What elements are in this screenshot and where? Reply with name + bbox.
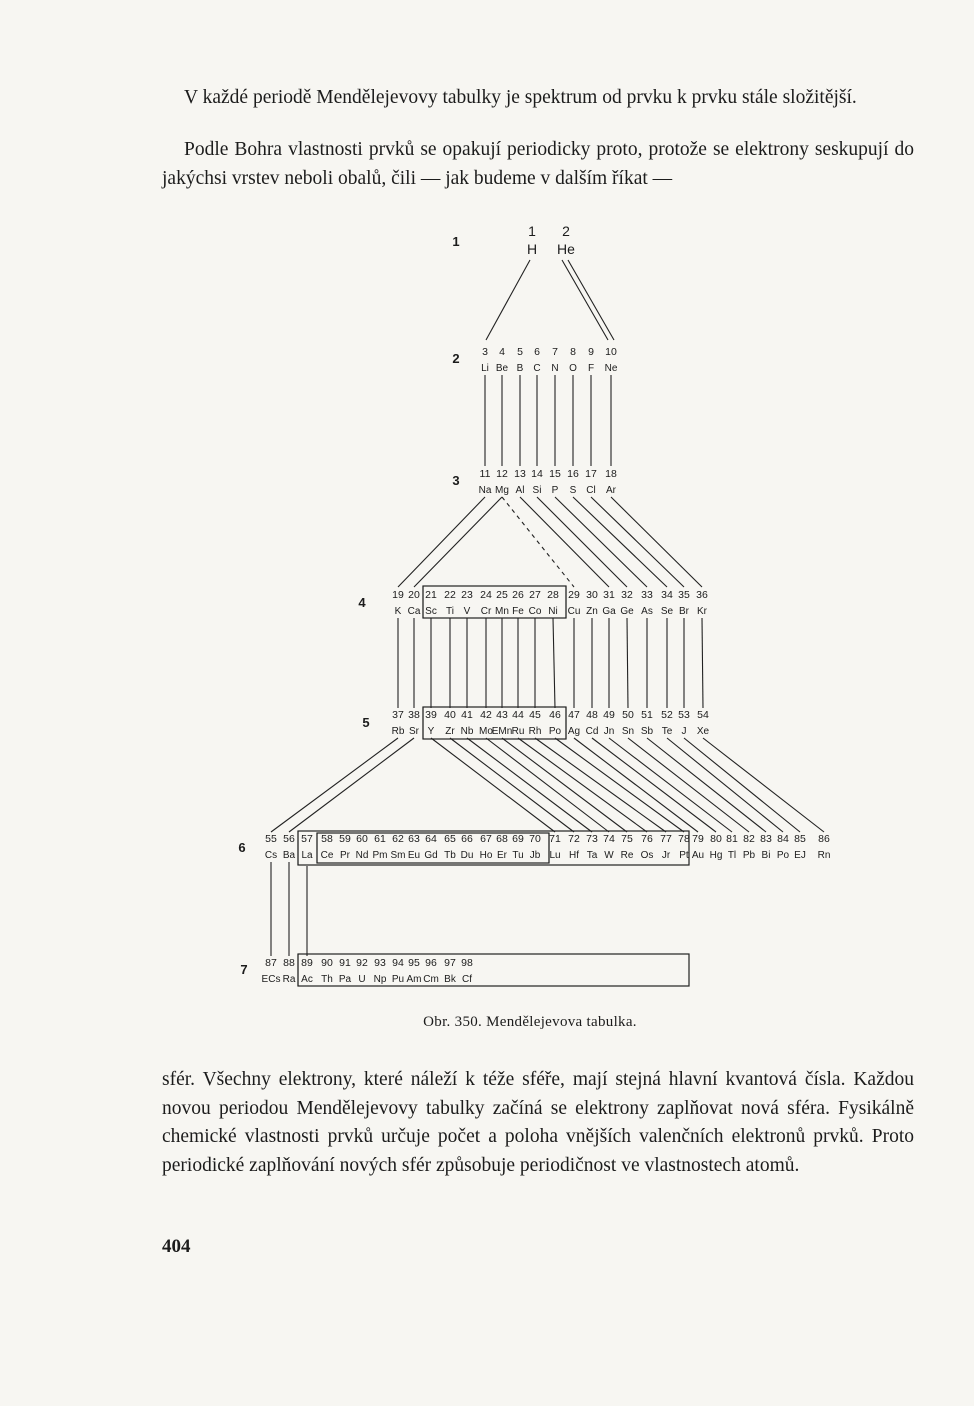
- paragraph-2-text: Podle Bohra vlastnosti prvků se opakují periodicky proto, protože se elektrony seskupují do jakýchsi vrstev neboli obalů, čili — jak budeme v dalším říkat —: [162, 139, 914, 189]
- element-symbol: Hg: [709, 850, 723, 861]
- element-symbol: H: [526, 241, 538, 257]
- element-symbol: Ne: [604, 363, 618, 374]
- element-symbol: Ar: [606, 485, 616, 496]
- atomic-number: 63: [408, 833, 420, 845]
- atomic-number: 84: [777, 833, 789, 845]
- element-symbol: Na: [478, 485, 492, 496]
- element-symbol: Ge: [620, 606, 634, 617]
- element-symbol: Am: [406, 974, 422, 985]
- element-symbol: Sb: [640, 726, 654, 737]
- atomic-number: 2: [562, 223, 570, 239]
- atomic-number: 1: [528, 223, 536, 239]
- atomic-number: 36: [696, 589, 708, 601]
- atomic-number: 75: [621, 833, 633, 845]
- atomic-number: 12: [496, 468, 508, 480]
- atomic-number: 14: [531, 468, 543, 480]
- atomic-number: 81: [726, 833, 738, 845]
- element-symbol: Er: [497, 850, 507, 861]
- element-symbol: K: [394, 606, 402, 617]
- period-label-3: 3: [452, 473, 460, 488]
- atomic-number: 9: [588, 346, 594, 358]
- atomic-number: 88: [283, 957, 295, 969]
- connection-line: [611, 497, 702, 587]
- atomic-number: 55: [265, 833, 277, 845]
- atomic-number: 32: [621, 589, 633, 601]
- atomic-number: 68: [496, 833, 508, 845]
- element-symbol: Jr: [661, 850, 671, 861]
- atomic-number: 30: [586, 589, 598, 601]
- element-symbol: Au: [691, 850, 705, 861]
- connection-line: [562, 260, 608, 340]
- connection-line: [398, 497, 485, 587]
- atomic-number: 13: [514, 468, 526, 480]
- atomic-number: 34: [661, 589, 673, 601]
- element-symbol: Ca: [407, 606, 421, 617]
- element-symbol: Jn: [603, 726, 615, 737]
- connection-line: [592, 738, 716, 832]
- element-symbol: Pr: [340, 850, 350, 861]
- atomic-number: 49: [603, 709, 615, 721]
- period-label-5: 5: [362, 715, 370, 730]
- element-symbol: B: [516, 363, 524, 374]
- element-symbol: Y: [427, 726, 435, 737]
- element-symbol: Bk: [444, 974, 456, 985]
- atomic-number: 53: [678, 709, 690, 721]
- element-symbol: Rh: [528, 726, 542, 737]
- element-symbol: Lu: [549, 850, 561, 861]
- atomic-number: 10: [605, 346, 617, 358]
- atomic-number: 8: [570, 346, 576, 358]
- element-symbol: Bi: [761, 850, 771, 861]
- atomic-number: 87: [265, 957, 277, 969]
- atomic-number: 97: [444, 957, 456, 969]
- element-symbol: Tu: [512, 850, 524, 861]
- atomic-number: 50: [622, 709, 634, 721]
- element-symbol: Be: [495, 363, 509, 374]
- element-symbol: Rn: [817, 850, 831, 861]
- element-symbol: Cm: [423, 974, 439, 985]
- atomic-number: 11: [479, 468, 491, 480]
- atomic-number: 72: [568, 833, 580, 845]
- atomic-number: 38: [408, 709, 420, 721]
- atomic-number: 37: [392, 709, 404, 721]
- atomic-number: 33: [641, 589, 653, 601]
- element-symbol: Zr: [445, 726, 455, 737]
- element-symbol: Sr: [409, 726, 419, 737]
- connection-line: [289, 738, 414, 832]
- connection-line: [431, 738, 555, 832]
- connection-line: [568, 260, 614, 340]
- atomic-number: 67: [480, 833, 492, 845]
- element-symbol: U: [358, 974, 366, 985]
- period-label-1: 1: [452, 234, 460, 249]
- element-symbol: Ti: [446, 606, 454, 617]
- atomic-number: 95: [408, 957, 420, 969]
- atomic-number: 26: [512, 589, 524, 601]
- element-symbol: Po: [548, 726, 562, 737]
- element-symbol: Ta: [586, 850, 598, 861]
- atomic-number: 43: [496, 709, 508, 721]
- atomic-number: 31: [603, 589, 615, 601]
- element-symbol: Ra: [282, 974, 296, 985]
- atomic-number: 66: [461, 833, 473, 845]
- atomic-number: 41: [461, 709, 473, 721]
- atomic-number: 83: [760, 833, 772, 845]
- atomic-number: 89: [301, 957, 313, 969]
- atomic-number: 40: [444, 709, 456, 721]
- atomic-number: 58: [321, 833, 333, 845]
- period-label-7: 7: [240, 962, 248, 977]
- atomic-number: 61: [374, 833, 386, 845]
- element-symbol: Sc: [425, 606, 437, 617]
- connection-line: [667, 738, 783, 832]
- element-symbol: Cr: [480, 606, 492, 617]
- element-symbol: La: [301, 850, 313, 861]
- atomic-number: 76: [641, 833, 653, 845]
- atomic-number: 86: [818, 833, 830, 845]
- element-symbol: Np: [373, 974, 387, 985]
- element-symbol: Th: [321, 974, 333, 985]
- element-symbol: F: [587, 363, 595, 374]
- connection-line: [574, 738, 698, 832]
- element-symbol: Cd: [585, 726, 599, 737]
- atomic-number: 90: [321, 957, 333, 969]
- element-symbol: Tl: [727, 850, 737, 861]
- element-symbol: V: [463, 606, 471, 617]
- atomic-number: 85: [794, 833, 806, 845]
- element-symbol: Du: [460, 850, 474, 861]
- atomic-number: 92: [356, 957, 368, 969]
- element-symbol: C: [533, 363, 541, 374]
- element-symbol: EMn: [491, 726, 513, 737]
- element-symbol: Pu: [391, 974, 405, 985]
- atomic-number: 78: [678, 833, 690, 845]
- element-symbol: Eu: [407, 850, 421, 861]
- atomic-number: 62: [392, 833, 404, 845]
- element-symbol: Cu: [567, 606, 581, 617]
- connection-line: [555, 497, 647, 587]
- atomic-number: 23: [461, 589, 473, 601]
- element-symbol: Cs: [264, 850, 278, 861]
- atomic-number: 45: [529, 709, 541, 721]
- connection-line: [703, 738, 824, 832]
- element-symbol: Ce: [320, 850, 334, 861]
- atomic-number: 20: [408, 589, 420, 601]
- atomic-number: 51: [641, 709, 653, 721]
- element-symbol: Rb: [391, 726, 405, 737]
- element-symbol: Si: [532, 485, 542, 496]
- atomic-number: 25: [496, 589, 508, 601]
- atomic-number: 80: [710, 833, 722, 845]
- element-symbol: Pt: [679, 850, 689, 861]
- connection-line: [573, 497, 667, 587]
- atomic-number: 54: [697, 709, 709, 721]
- connection-line: [684, 738, 800, 832]
- element-symbol: Kr: [697, 606, 707, 617]
- element-symbol: Se: [660, 606, 674, 617]
- connection-line: [502, 497, 574, 587]
- element-symbol: Pm: [372, 850, 388, 861]
- element-symbol: Jb: [529, 850, 541, 861]
- atomic-number: 46: [549, 709, 561, 721]
- paragraph-3: [162, 1066, 914, 1180]
- element-symbol: Ru: [511, 726, 525, 737]
- atomic-number: 15: [549, 468, 561, 480]
- element-symbol: Zn: [586, 606, 598, 617]
- atomic-number: 65: [444, 833, 456, 845]
- atomic-number: 48: [586, 709, 598, 721]
- connection-line: [502, 738, 627, 832]
- element-symbol: P: [551, 485, 559, 496]
- element-symbol: Po: [776, 850, 790, 861]
- connection-line: [467, 738, 592, 832]
- atomic-number: 4: [499, 346, 505, 358]
- element-symbol: J: [681, 726, 687, 737]
- element-symbol: S: [569, 485, 577, 496]
- atomic-number: 60: [356, 833, 368, 845]
- atomic-number: 39: [425, 709, 437, 721]
- atomic-number: 28: [547, 589, 559, 601]
- atomic-number: 21: [425, 589, 437, 601]
- connection-line: [486, 738, 609, 832]
- element-symbol: Sn: [621, 726, 635, 737]
- element-symbol: Cl: [586, 485, 596, 496]
- element-symbol: Pb: [742, 850, 756, 861]
- element-symbol: Ac: [301, 974, 313, 985]
- element-symbol: Fe: [512, 606, 524, 617]
- atomic-number: 52: [661, 709, 673, 721]
- element-symbol: O: [569, 363, 577, 374]
- atomic-number: 42: [480, 709, 492, 721]
- atomic-number: 22: [444, 589, 456, 601]
- element-symbol: Mo: [479, 726, 493, 737]
- atomic-number: 64: [425, 833, 437, 845]
- element-symbol: Pa: [338, 974, 352, 985]
- element-symbol: Te: [661, 726, 673, 737]
- connection-line: [271, 738, 398, 832]
- atomic-number: 29: [568, 589, 580, 601]
- paragraph-3-text: sfér. Všechny elektrony, které náleží k téže sféře, mají stejná hlavní kvantová čísla. Každou novou periodou Mendělejevovy tabulky začíná se elektrony zaplňovat nová sféra. Fysikálně chemické vlastnosti prvků určuje počet a poloha vnějších valenčních elektronů prvků. Proto periodické zaplňování nových sfér způsobuje periodičnost ve vlastnostech atomů.: [162, 1069, 914, 1176]
- connection-line: [702, 618, 703, 708]
- element-symbol: Xe: [696, 726, 710, 737]
- element-symbol: Co: [528, 606, 542, 617]
- paragraph-1-text: V každé periodě Mendělejevovy tabulky je spektrum od prvku k prvku stále složitější.: [184, 87, 857, 108]
- element-symbol: Os: [640, 850, 654, 861]
- atomic-number: 19: [392, 589, 404, 601]
- element-symbol: N: [551, 363, 559, 374]
- atomic-number: 96: [425, 957, 437, 969]
- element-symbol: Br: [679, 606, 689, 617]
- element-symbol: As: [641, 606, 653, 617]
- atomic-number: 18: [605, 468, 617, 480]
- element-symbol: Al: [515, 485, 525, 496]
- page-number: 404: [162, 1236, 191, 1257]
- element-symbol: Hf: [569, 850, 579, 861]
- atomic-number: 6: [534, 346, 540, 358]
- atomic-number: 7: [552, 346, 558, 358]
- atomic-number: 91: [339, 957, 351, 969]
- atomic-number: 27: [529, 589, 541, 601]
- element-symbol: Ag: [567, 726, 581, 737]
- element-symbol: Nb: [460, 726, 474, 737]
- atomic-number: 74: [603, 833, 615, 845]
- atomic-number: 93: [374, 957, 386, 969]
- element-symbol: Mn: [495, 606, 509, 617]
- element-symbol: Ga: [602, 606, 616, 617]
- atomic-number: 5: [517, 346, 523, 358]
- element-symbol: Re: [620, 850, 634, 861]
- atomic-number: 16: [567, 468, 579, 480]
- atomic-number: 77: [660, 833, 672, 845]
- connection-line: [627, 618, 628, 708]
- atomic-number: 17: [585, 468, 597, 480]
- connection-line: [553, 618, 555, 708]
- element-symbol: W: [604, 850, 614, 861]
- connection-line: [486, 260, 530, 340]
- atomic-number: 79: [692, 833, 704, 845]
- atomic-number: 57: [301, 833, 313, 845]
- atomic-number: 47: [568, 709, 580, 721]
- element-symbol: Ba: [282, 850, 296, 861]
- connection-line: [414, 497, 502, 587]
- atomic-number: 24: [480, 589, 492, 601]
- atomic-number: 35: [678, 589, 690, 601]
- element-symbol: Tb: [444, 850, 456, 861]
- connection-line: [591, 497, 684, 587]
- atomic-number: 82: [743, 833, 755, 845]
- atomic-number: 3: [482, 346, 488, 358]
- element-symbol: Nd: [355, 850, 369, 861]
- element-symbol: Cf: [462, 974, 472, 985]
- period-label-6: 6: [238, 840, 246, 855]
- element-symbol: Gd: [424, 850, 438, 861]
- atomic-number: 69: [512, 833, 524, 845]
- atomic-number: 70: [529, 833, 541, 845]
- element-symbol: Sm: [390, 850, 406, 861]
- atomic-number: 56: [283, 833, 295, 845]
- atomic-number: 98: [461, 957, 473, 969]
- period-label-4: 4: [358, 595, 366, 610]
- connection-line: [537, 497, 627, 587]
- atomic-number: 73: [586, 833, 598, 845]
- element-symbol: Mg: [495, 485, 509, 496]
- element-symbol: He: [557, 241, 575, 257]
- element-symbol: Ho: [479, 850, 493, 861]
- atomic-number: 94: [392, 957, 404, 969]
- connection-line: [520, 497, 609, 587]
- element-symbol: EJ: [794, 850, 806, 861]
- figure-caption: Obr. 350. Mendělejevova tabulka.: [423, 1014, 637, 1030]
- element-symbol: ECs: [261, 974, 281, 985]
- atomic-number: 71: [549, 833, 561, 845]
- period-label-2: 2: [452, 351, 460, 366]
- atomic-number: 59: [339, 833, 351, 845]
- atomic-number: 44: [512, 709, 524, 721]
- element-symbol: Ni: [548, 606, 558, 617]
- element-symbol: Li: [481, 363, 489, 374]
